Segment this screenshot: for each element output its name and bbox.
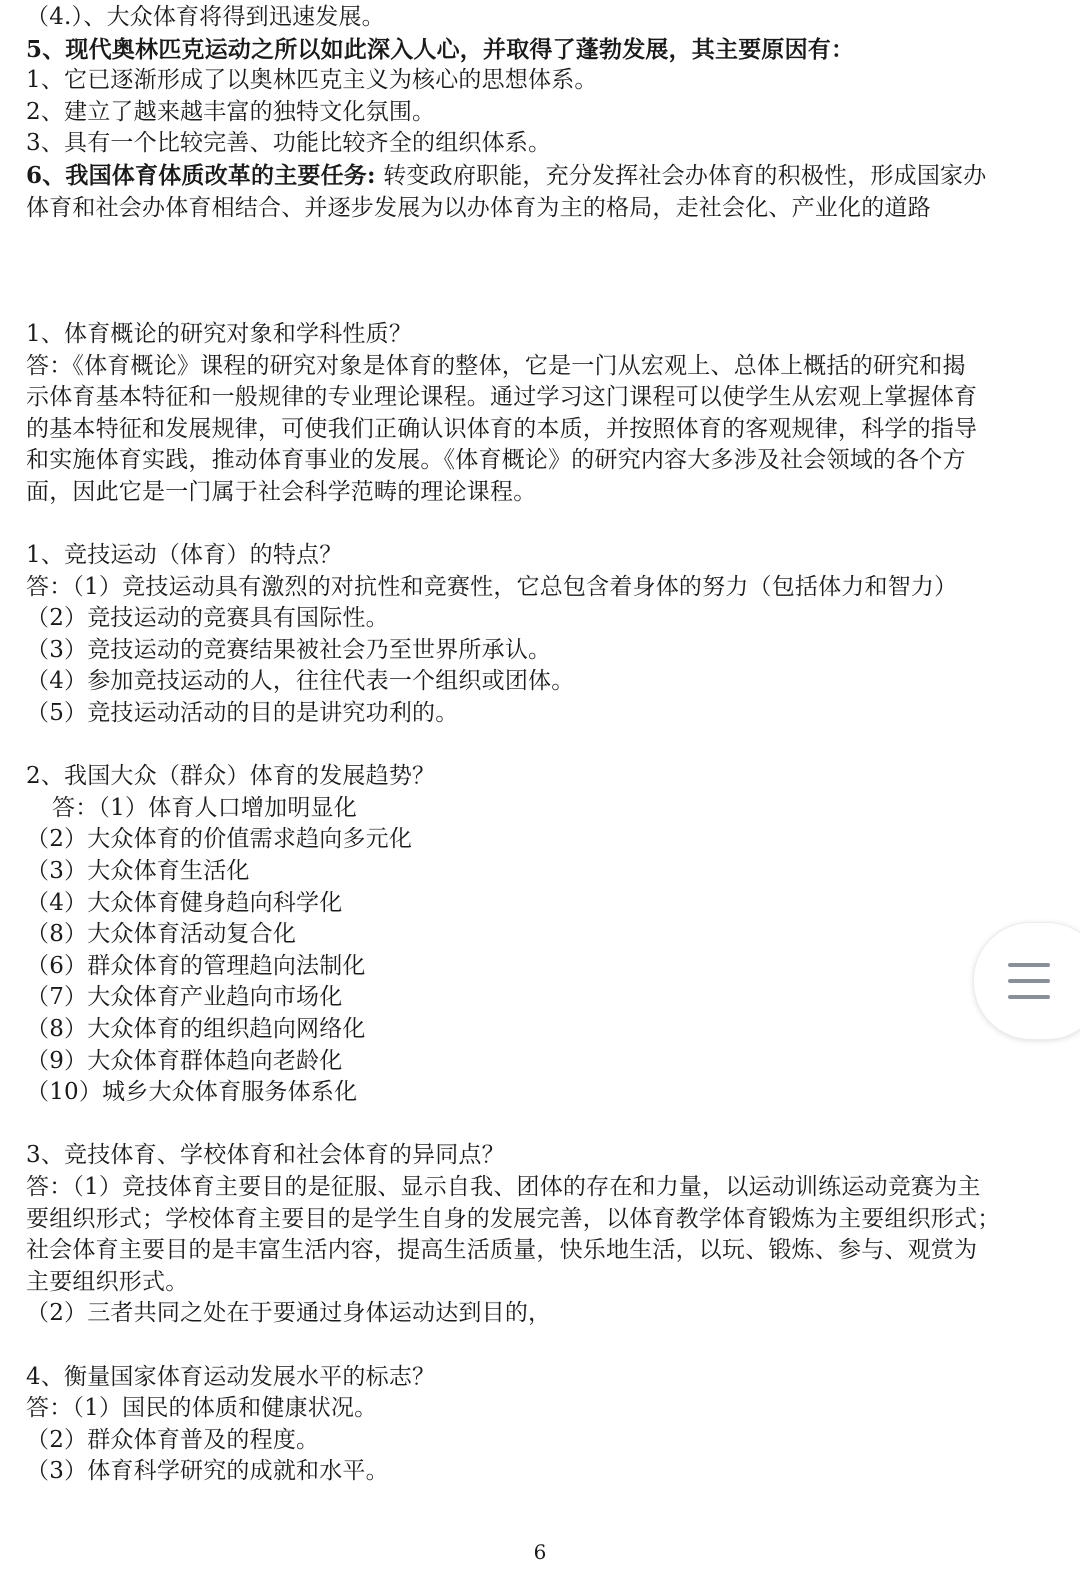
- answer-line: （2）三者共同之处在于要通过身体运动达到目的，: [26, 1300, 552, 1327]
- text-line: （4.）、大众体育将得到迅速发展。: [26, 4, 385, 30]
- answer-line: （5）竞技运动活动的目的是讲究功利的。: [26, 700, 459, 727]
- answer-line: 答：（1）竞技运动具有激烈的对抗性和竞赛性，它总包含着身体的努力（包括体力和智力）: [26, 573, 958, 600]
- floating-menu-button[interactable]: [973, 922, 1080, 1040]
- answer-line: 答：（1）体育人口增加明显化: [52, 794, 357, 821]
- question-title: 1、竞技运动（体育）的特点？: [26, 542, 343, 569]
- text-line: 1、它已逐渐形成了以奥林匹克主义为核心的思想体系。: [26, 67, 598, 94]
- answer-line: 要组织形式；学校体育主要目的是学生自身的发展完善，以体育教学体育锻炼为主要组织形式；: [26, 1205, 1001, 1232]
- answer-line: （10）城乡大众体育服务体系化: [26, 1079, 358, 1106]
- answer-line: （3）竞技运动的竞赛结果被社会乃至世界所承认。: [26, 636, 552, 663]
- answer-line: （2）大众体育的价值需求趋向多元化: [26, 826, 413, 853]
- text-line: 2、建立了越来越丰富的独特文化氛围。: [26, 98, 436, 125]
- answer-line: （6）群众体育的管理趋向法制化: [26, 952, 366, 979]
- answer-line: 示体育基本特征和一般规律的专业理论课程。通过学习这门课程可以使学生从宏观上掌握体育: [26, 384, 978, 411]
- answer-line: 的基本特征和发展规律，可使我们正确认识体育的本质，并按照体育的客观规律，科学的指导: [26, 415, 978, 442]
- answer-line: 主要组织形式。: [26, 1268, 189, 1295]
- text-line: 体育和社会办体育相结合、并逐步发展为以办体育为主的格局，走社会化、产业化的道路: [26, 194, 931, 221]
- answer-line: （8）大众体育活动复合化: [26, 921, 297, 948]
- answer-line: （4）参加竞技运动的人，往往代表一个组织或团体。: [26, 668, 575, 695]
- answer-line: （3）大众体育生活化: [26, 858, 250, 885]
- spacer: [26, 730, 1036, 762]
- text-line: 3、具有一个比较完善、功能比较齐全的组织体系。: [26, 130, 552, 157]
- answer-line: （2）群众体育普及的程度。: [26, 1426, 320, 1453]
- question-heading: 5、现代奥林匹克运动之所以如此深入人心，并取得了蓬勃发展，其主要原因有：: [26, 35, 855, 63]
- answer-line: 答：（1）竞技体育主要目的是征服、显示自我、团体的存在和力量，以运动训练运动竞赛为主: [26, 1173, 981, 1200]
- answer-text: 转变政府职能，充分发挥社会办体育的积极性，形成国家办: [375, 162, 987, 189]
- text-line: [26, 160, 1036, 193]
- spacer: [26, 1330, 1036, 1362]
- answer-line: （4）大众体育健身趋向科学化: [26, 889, 343, 916]
- answer-line: （3）体育科学研究的成就和水平。: [26, 1458, 389, 1485]
- question-title: 2、我国大众（群众）体育的发展趋势？: [26, 763, 436, 790]
- answer-line: （7）大众体育产业趋向市场化: [26, 984, 343, 1011]
- answer-line: 和实施体育实践，推动体育事业的发展。《体育概论》的研究内容大多涉及社会领域的各个方: [26, 447, 966, 474]
- question-heading: 6、我国体育体质改革的主要任务:: [26, 161, 376, 189]
- answer-line: 答：（1）国民的体质和健康状况。: [26, 1395, 378, 1422]
- answer-line: 答：《体育概论》课程的研究对象是体育的整体，它是一门从宏观上、总体上概括的研究和揭: [26, 352, 966, 379]
- page-number: 6: [533, 1540, 547, 1564]
- answer-line: 面，因此它是一门属于社会科学范畴的理论课程。: [26, 478, 537, 505]
- hamburger-menu-icon: [1008, 961, 1050, 1001]
- answer-line: （2）竞技运动的竞赛具有国际性。: [26, 605, 389, 632]
- question-title: 3、竞技体育、学校体育和社会体育的异同点？: [26, 1142, 505, 1169]
- question-title: 4、衡量国家体育运动发展水平的标志？: [26, 1363, 436, 1390]
- answer-line: （9）大众体育群体趋向老龄化: [26, 1047, 343, 1074]
- spacer: [26, 224, 1036, 319]
- spacer: [26, 509, 1036, 541]
- answer-line: （8）大众体育的组织趋向网络化: [26, 1016, 366, 1043]
- answer-line: 社会体育主要目的是丰富生活内容，提高生活质量，快乐地生活，以玩、锻炼、参与、观赏为: [26, 1237, 978, 1264]
- spacer: [26, 1109, 1036, 1141]
- document-page: [26, 2, 1036, 1488]
- question-title: 1、体育概论的研究对象和学科性质？: [26, 320, 413, 347]
